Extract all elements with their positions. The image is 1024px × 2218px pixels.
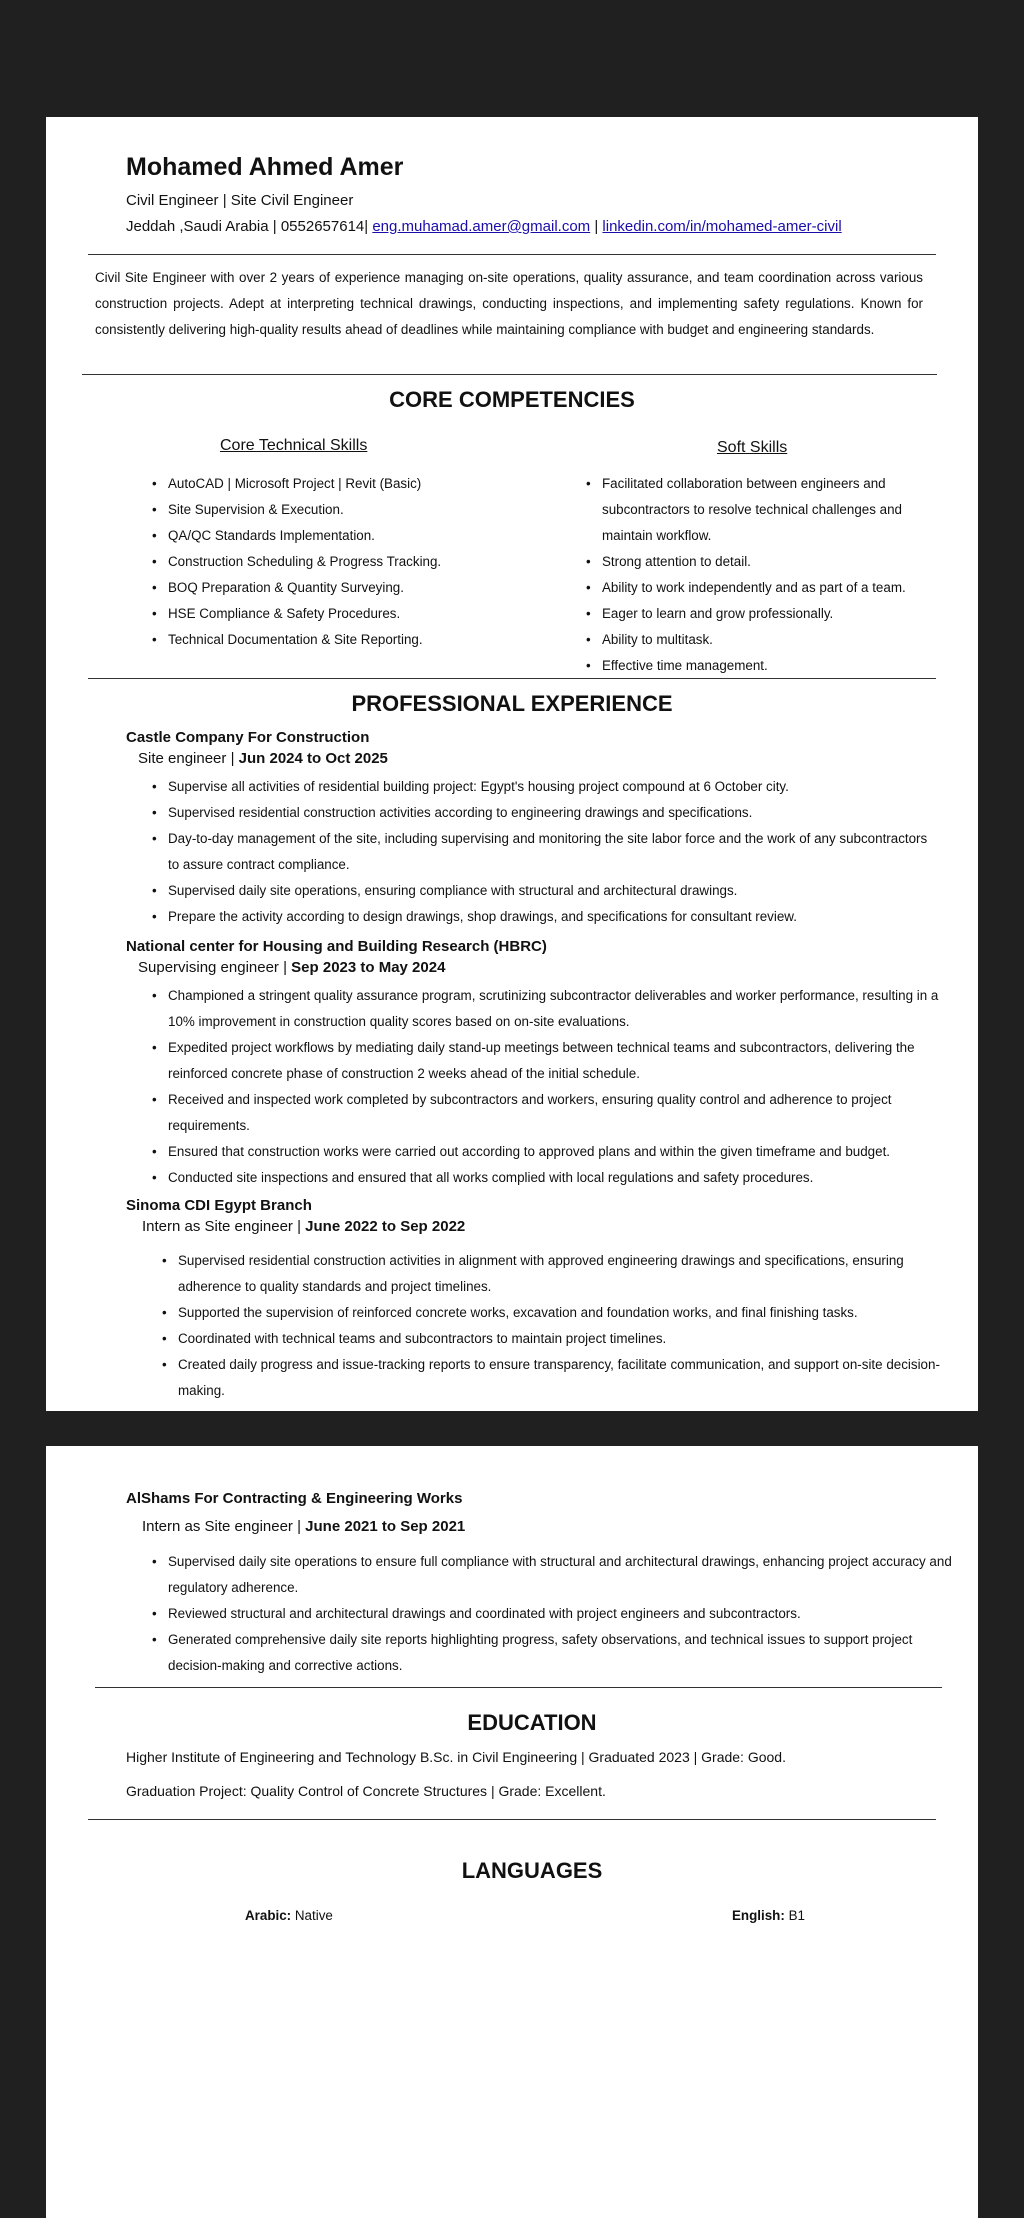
- list-item: • Supervised residential construction activities in alignment with approved engineering drawings and specifications, ensuring adherence to quality standards and project timelines.: [162, 1248, 952, 1300]
- list-item: • Championed a stringent quality assurance program, scrutinizing subcontractor deliverables and worker performance, resulting in a 10% improvement in construction quality scores based on on-site evaluations.: [152, 983, 942, 1035]
- list-item: • Ensured that construction works were carried out according to approved plans and within the given timeframe and budget.: [152, 1139, 942, 1165]
- job-role: [142, 1218, 465, 1235]
- divider: [88, 1819, 936, 1820]
- technical-skills-heading: Core Technical Skills: [220, 437, 368, 454]
- list-item: • Ability to work independently and as part of a team.: [586, 575, 936, 601]
- divider: [95, 1687, 942, 1688]
- professional-summary: Civil Site Engineer with over 2 years of experience managing on-site operations, quality assurance, and team coordination across various construction projects. Adept at interpreting technical drawings, conducting inspections, and implementing safety regulations. Known for consistently delivering high-quality results ahead of deadlines while maintaining compliance with budget and engineering standards.: [95, 270, 923, 337]
- job-role: [142, 1518, 465, 1535]
- job-bullets: [152, 983, 942, 1191]
- list-item: • Technical Documentation & Site Reporting.: [152, 627, 482, 653]
- company-name: Sinoma CDI Egypt Branch: [126, 1197, 312, 1214]
- list-item: • Effective time management.: [586, 653, 936, 679]
- job-bullets: [162, 1248, 952, 1404]
- resume-page-2: [46, 1446, 978, 2218]
- education-degree: Higher Institute of Engineering and Technology B.Sc. in Civil Engineering | Graduated 2023 | Grade: Good.: [126, 1749, 786, 1765]
- company-name: Castle Company For Construction: [126, 729, 370, 746]
- list-item: • HSE Compliance & Safety Procedures.: [152, 601, 482, 627]
- job-bullets: [152, 1549, 952, 1679]
- list-item: • Prepare the activity according to design drawings, shop drawings, and specifications for consultant review.: [152, 904, 942, 930]
- language-level: Native: [294, 1908, 333, 1923]
- language-level: B1: [788, 1908, 805, 1923]
- candidate-name: Mohamed Ahmed Amer: [126, 153, 404, 181]
- role-dates: June 2022 to Sep 2022: [305, 1218, 466, 1235]
- role-dates: Jun 2024 to Oct 2025: [238, 750, 388, 767]
- list-item: • Supervised residential construction activities according to engineering drawings and specifications.: [152, 800, 942, 826]
- soft-skills-list: [586, 471, 936, 679]
- list-item: • Eager to learn and grow professionally.: [586, 601, 936, 627]
- list-item: • Supervise all activities of residential building project: Egypt's housing project compound at 6 October city.: [152, 774, 942, 800]
- job-role: [138, 750, 388, 767]
- list-item: • Coordinated with technical teams and subcontractors to maintain project timelines.: [162, 1326, 952, 1352]
- list-item: • Day-to-day management of the site, including supervising and monitoring the site labor force and the work of any subcontractors to assure contract compliance.: [152, 826, 942, 878]
- email-link[interactable]: eng.muhamad.amer@gmail.com: [372, 218, 591, 235]
- list-item: • Conducted site inspections and ensured that all works complied with local regulations and safety procedures.: [152, 1165, 942, 1191]
- education-heading: EDUCATION: [467, 1710, 597, 1735]
- contact-line: [126, 218, 842, 235]
- list-item: • Supported the supervision of reinforced concrete works, excavation and foundation works, and final finishing tasks.: [162, 1300, 952, 1326]
- job-bullets: [152, 774, 942, 930]
- role-title: Intern as Site engineer |: [142, 1518, 306, 1535]
- list-item: • Facilitated collaboration between engineers and subcontractors to resolve technical challenges and maintain workflow.: [586, 471, 936, 549]
- language-label: English:: [732, 1908, 785, 1923]
- list-item: • Created daily progress and issue-tracking reports to ensure transparency, facilitate communication, and support on-site decision-making.: [162, 1352, 952, 1404]
- technical-skills-list: [152, 471, 482, 653]
- contact-separator: |: [594, 218, 599, 235]
- list-item: • AutoCAD | Microsoft Project | Revit (Basic): [152, 471, 482, 497]
- role-title: Intern as Site engineer |: [142, 1218, 306, 1235]
- languages-heading: LANGUAGES: [461, 1858, 603, 1883]
- soft-skills-heading: Soft Skills: [717, 439, 788, 456]
- divider: [88, 254, 936, 255]
- role-dates: June 2021 to Sep 2021: [305, 1518, 466, 1535]
- company-name: AlShams For Contracting & Engineering Works: [126, 1490, 463, 1507]
- role-dates: Sep 2023 to May 2024: [291, 959, 446, 976]
- language-english: [732, 1908, 805, 1923]
- linkedin-link[interactable]: linkedin.com/in/mohamed-amer-civil: [602, 218, 842, 235]
- role-title: Site engineer |: [138, 750, 239, 767]
- list-item: • Construction Scheduling & Progress Tracking.: [152, 549, 482, 575]
- resume-page-1: [46, 117, 978, 1411]
- candidate-title: Civil Engineer | Site Civil Engineer: [126, 192, 354, 209]
- divider: [82, 374, 937, 375]
- list-item: • Supervised daily site operations, ensuring compliance with structural and architectural drawings.: [152, 878, 942, 904]
- list-item: • Received and inspected work completed by subcontractors and workers, ensuring quality control and adherence to project requirements.: [152, 1087, 942, 1139]
- company-name: National center for Housing and Building Research (HBRC): [126, 938, 547, 955]
- list-item: • Expedited project workflows by mediating daily stand-up meetings between technical teams and subcontractors, delivering the reinforced concrete phase of construction 2 weeks ahead of the initial schedule.: [152, 1035, 942, 1087]
- graduation-project: Graduation Project: Quality Control of Concrete Structures | Grade: Excellent.: [126, 1783, 606, 1799]
- list-item: • Reviewed structural and architectural drawings and coordinated with project engineers and subcontractors.: [152, 1601, 952, 1627]
- language-label: Arabic:: [245, 1908, 292, 1923]
- location-phone: Jeddah ,Saudi Arabia | 0552657614|: [126, 218, 369, 235]
- competencies-heading: CORE COMPETENCIES: [389, 387, 635, 412]
- list-item: • BOQ Preparation & Quantity Surveying.: [152, 575, 482, 601]
- list-item: • Site Supervision & Execution.: [152, 497, 482, 523]
- list-item: • Generated comprehensive daily site reports highlighting progress, safety observations, and technical issues to support project decision-making and corrective actions.: [152, 1627, 952, 1679]
- job-role: [138, 959, 445, 976]
- role-title: Supervising engineer |: [138, 959, 292, 976]
- list-item: • Supervised daily site operations to ensure full compliance with structural and architectural drawings, enhancing project accuracy and regulatory adherence.: [152, 1549, 952, 1601]
- divider: [88, 678, 936, 679]
- list-item: • QA/QC Standards Implementation.: [152, 523, 482, 549]
- experience-heading: PROFESSIONAL EXPERIENCE: [351, 691, 673, 716]
- language-arabic: [245, 1908, 333, 1923]
- list-item: • Strong attention to detail.: [586, 549, 936, 575]
- list-item: • Ability to multitask.: [586, 627, 936, 653]
